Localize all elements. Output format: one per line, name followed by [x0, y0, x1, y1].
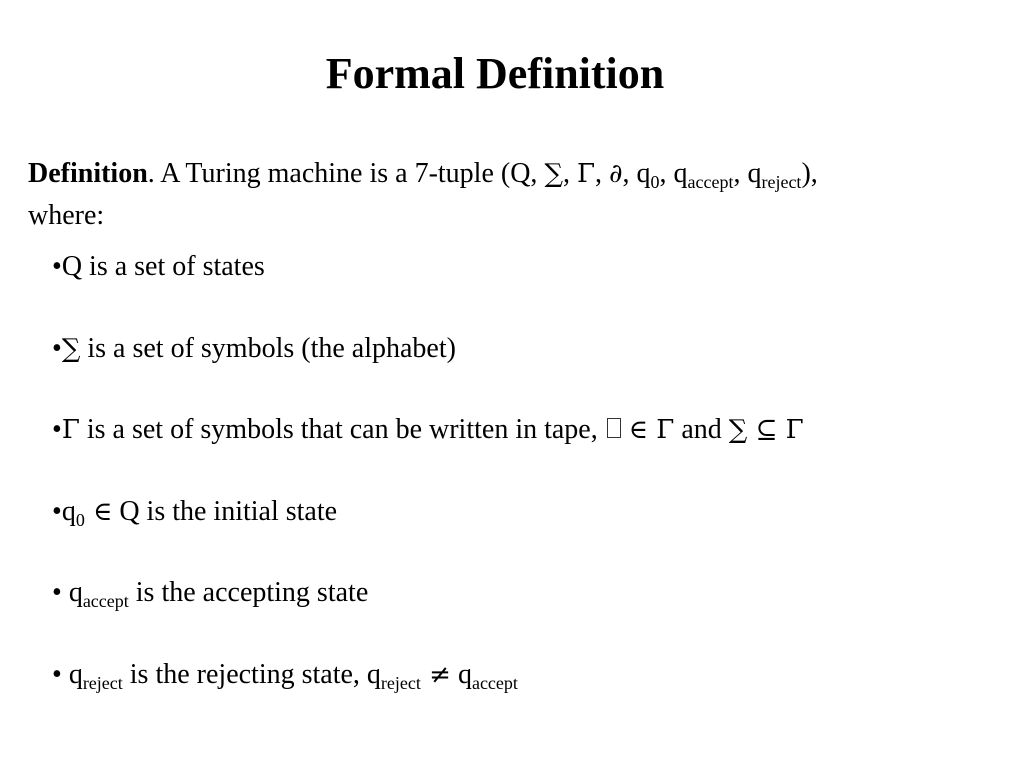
bullet-initial-state: [52, 491, 1002, 573]
gamma-symbol: Γ: [777, 415, 804, 446]
bullet-marker: •: [52, 658, 62, 690]
blank-symbol-icon: [607, 418, 621, 438]
gamma-symbol: Γ: [61, 415, 80, 446]
delta-symbol: ∂: [609, 159, 623, 189]
element-of-symbol: ∈: [84, 496, 113, 527]
bullet-states: [52, 246, 1002, 328]
definition-line-1: [28, 153, 1008, 195]
gamma-symbol: Γ: [648, 415, 675, 446]
tuple-close: ),: [801, 158, 818, 189]
accept-subscript: accept: [471, 672, 518, 693]
bullet-list: [52, 246, 1002, 736]
bullet-text: Q is a set of states: [61, 251, 265, 282]
q0-subscript: 0: [75, 509, 85, 530]
accept-subscript: accept: [687, 172, 734, 192]
sigma-symbol: ∑: [544, 159, 563, 189]
bullet-text-and: and: [674, 414, 729, 446]
bullet-text: is a set of symbols (the alphabet): [80, 332, 456, 364]
q-letter: q: [450, 658, 472, 690]
bullet-text: is the accepting state: [128, 577, 369, 609]
q-letter: q: [61, 577, 83, 609]
bullet-marker: •: [52, 577, 62, 609]
bullet-marker: •: [52, 495, 62, 527]
definition-text: . A Turing machine is a 7-tuple (Q,: [147, 158, 545, 189]
bullet-marker: •: [52, 251, 62, 282]
bullet-text: is a set of symbols that can be written in tape,: [79, 414, 605, 446]
subseteq-symbol: ⊆: [747, 415, 778, 446]
bullet-text: is the rejecting state, q: [122, 658, 381, 690]
not-equal-symbol: ≠: [420, 659, 451, 690]
definition-line-2: where:: [28, 200, 105, 231]
bullet-marker: •: [52, 332, 62, 364]
reject-subscript: reject: [380, 672, 421, 693]
bullet-reject-state: [52, 654, 1002, 736]
bullet-alphabet: [52, 328, 1002, 410]
bullet-text: Q is the initial state: [112, 495, 338, 527]
element-of-symbol: ∈: [628, 415, 648, 446]
tuple-separator: , q: [659, 158, 688, 189]
sigma-symbol: ∑: [61, 333, 81, 364]
reject-subscript: reject: [82, 672, 123, 693]
reject-subscript: reject: [761, 172, 802, 192]
gamma-symbol: Γ: [577, 159, 596, 189]
tuple-separator: ,: [595, 158, 610, 189]
accept-subscript: accept: [82, 591, 129, 612]
tuple-separator: ,: [563, 158, 577, 189]
definition-block: [28, 153, 1008, 237]
sigma-symbol: ∑: [728, 415, 748, 446]
tuple-separator: , q: [733, 158, 762, 189]
bullet-marker: •: [52, 414, 62, 446]
q0-subscript: 0: [650, 172, 660, 192]
slide-title: Formal Definition: [325, 49, 665, 98]
q-letter: q: [61, 658, 83, 690]
bullet-accept-state: [52, 572, 1002, 654]
definition-label: Definition: [28, 158, 148, 189]
q-letter: q: [61, 495, 76, 527]
bullet-tape-alphabet: [52, 409, 1002, 491]
tuple-separator: , q: [622, 158, 651, 189]
